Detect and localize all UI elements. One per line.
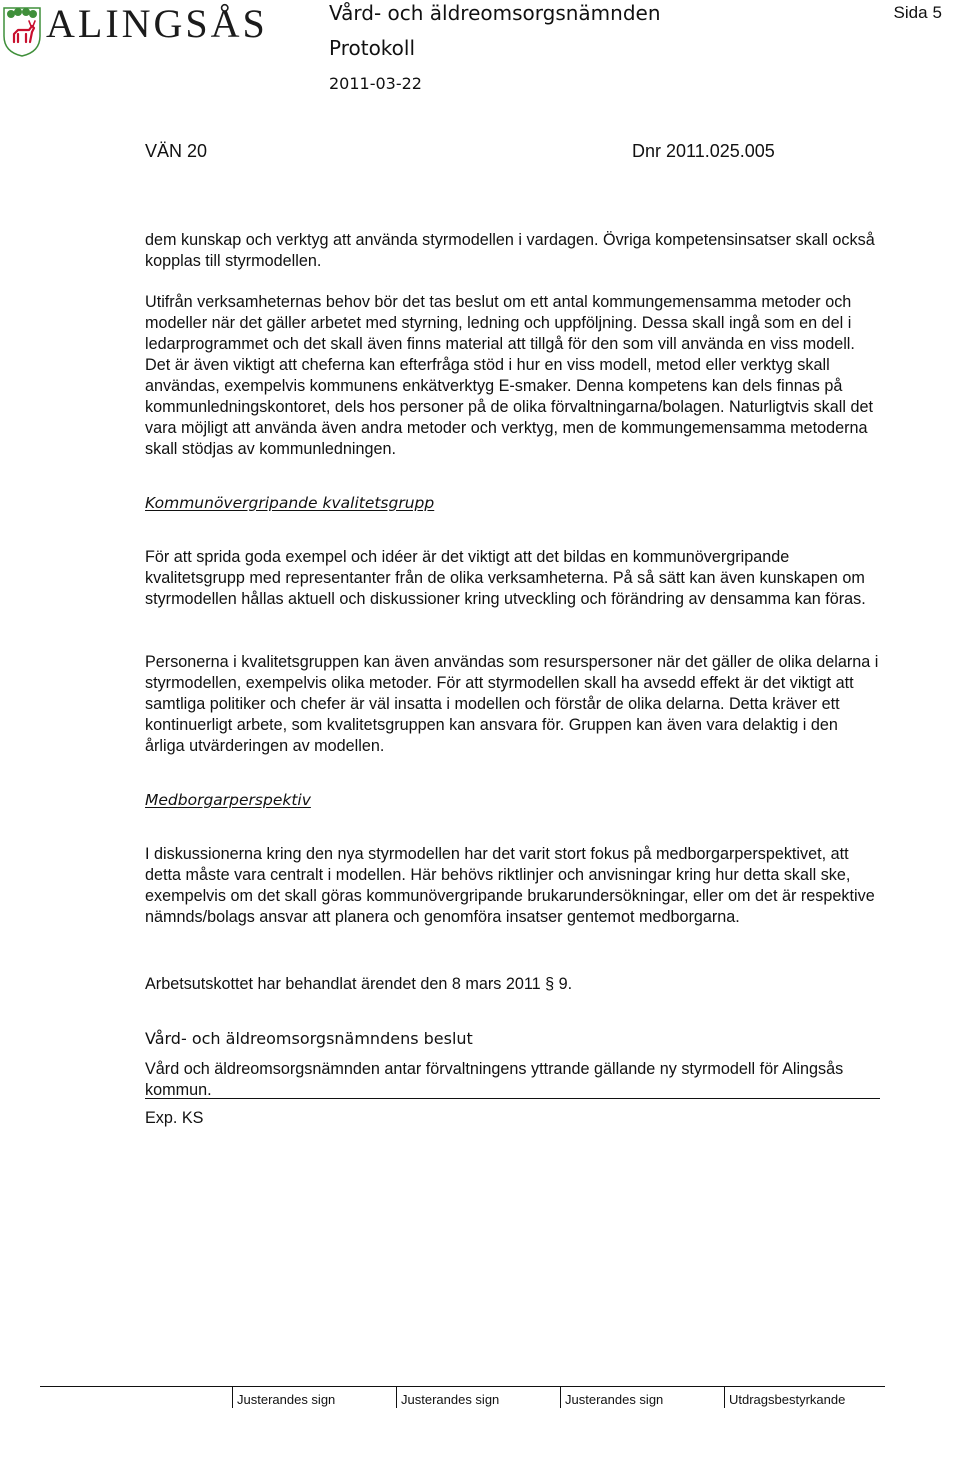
footer-cell-divider [560,1386,561,1408]
footer-signature-cell: Justerandes sign [565,1392,664,1407]
section-heading-quality-group: Kommunövergripande kvalitetsgrupp [145,494,435,512]
paragraph-reference: VÄN 20 [145,141,208,161]
body-paragraph: Arbetsutskottet har behandlat ärendet den 8 mars 2011 § 9. [145,975,573,993]
diary-number: Dnr 2011.025.005 [632,141,775,161]
logo-wordmark: ALINGSÅS [46,1,268,46]
document-body [145,230,880,1129]
case-reference-row [145,139,785,163]
page-indicator [894,3,943,23]
footer-signature-cell: Justerandes sign [237,1392,336,1407]
footer-signature-cell: Justerandes sign [401,1392,500,1407]
section-heading-citizen-perspective: Medborgarperspektiv [145,791,311,809]
alingsas-crest-icon [2,6,42,58]
footer-cell-divider [396,1386,397,1408]
committee-name: Vård- och äldreomsorgsnämnden [329,1,661,25]
footer-divider [40,1386,885,1387]
body-paragraph: dem kunskap och verktyg att använda styrmodellen i vardagen. Övriga kompetensinsatser skall också kopplas till styrmodellen. [145,231,875,270]
footer-certification-cell: Utdragsbestyrkande [729,1392,846,1407]
meeting-date: 2011-03-22 [329,74,422,93]
decision-heading: Vård- och äldreomsorgsnämndens beslut [145,1029,473,1048]
body-paragraph: För att sprida goda exempel och idéer är det viktigt att det bildas en kommunövergripande kvalitetsgrupp med representanter från de olika verksamheterna. På så sätt kan även kunskapen om styrmodellen hållas aktuell och diskussioner kring utveckling och förändring av densamma kan föras. [145,548,866,608]
page-number: 5 [932,3,942,22]
document-type: Protokoll [329,36,416,60]
expedition-note: Exp. KS [145,1109,204,1127]
body-paragraph: I diskussionerna kring den nya styrmodellen har det varit stort fokus på medborgarperspektivet, att detta måste vara centralt i modellen. Här behövs riktlinjer och anvisningar kring hur detta skall ske, exempelvis om det skall göras kommunövergripande brukarundersökningar, eller om det är respektive nämnds/bolags ansvar att planera och genomföra insatser gentemot medborgarna. [145,845,875,926]
footer-cell-divider [724,1386,725,1408]
decision-text: Vård och äldreomsorgsnämnden antar förvaltningens yttrande gällande ny styrmodell för Alingsås kommun. [145,1060,844,1099]
page-label: Sida [893,3,928,22]
footer-cell-divider [232,1386,233,1408]
body-paragraph: Utifrån verksamheternas behov bör det tas beslut om ett antal kommungemensamma metoder och modeller när det gäller arbetet med styrning, ledning och uppföljning. Dessa skall ingå som en del i ledarprogrammet och det skall även finns material att tillgå för den som vill använda en viss modell. Det är även viktigt att cheferna kan efterfråga stöd i hur en viss modell, metod eller verktyg skall användas, exempelvis kommunens enkätverktyg E-smaker. Denna kompetens kan dels finnas på kommunledningskontoret, dels hos personer på de olika förvaltningarna/bolagen. Naturligtvis skall det vara möjligt att använda även andra metoder och verktyg, men de kommungemensamma metoderna skall stödjas av kommunledningen. [145,293,873,458]
body-paragraph: Personerna i kvalitetsgruppen kan även användas som resurspersoner när det gäller de olika delarna i styrmodellen, exempelvis olika metoder. För att styrmodellen skall ha avsedd effekt är det viktigt att samtliga politiker och chefer är väl insatta i modellen och förstår de olika delarna. Detta kräver ett kontinuerligt arbete, som kvalitetsgruppen kan ansvara för. Gruppen kan även vara delaktig i den årliga utvärderingen av modellen. [145,653,879,755]
